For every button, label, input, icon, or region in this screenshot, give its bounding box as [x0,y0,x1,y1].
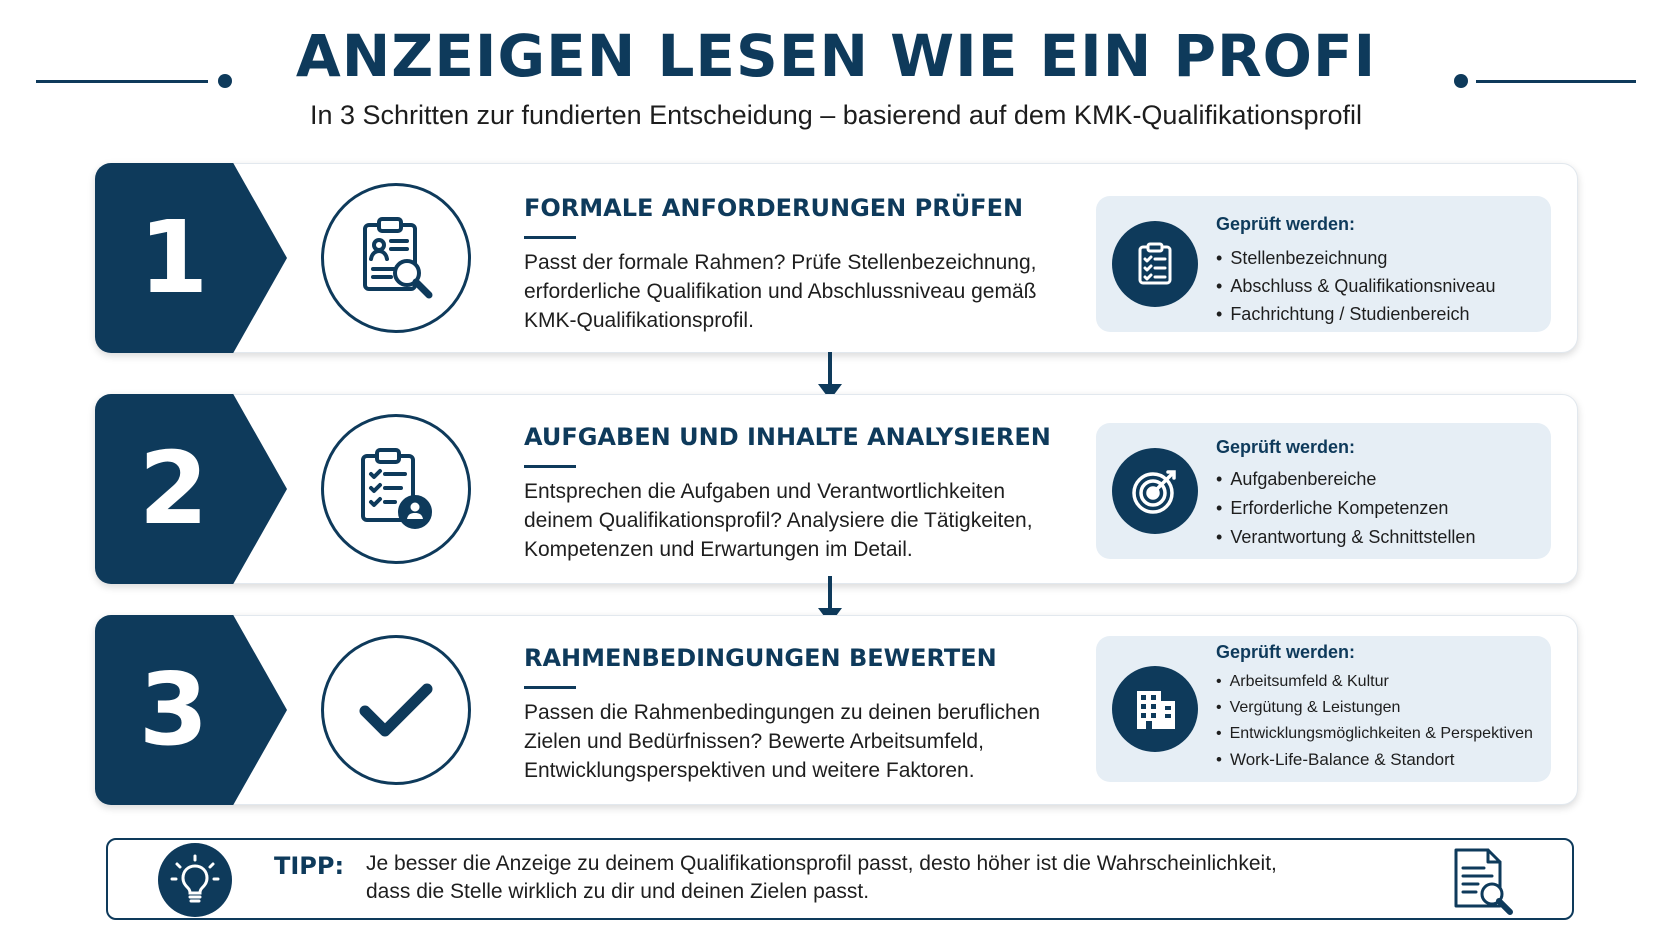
list-item: • Arbeitsumfeld & Kultur [1216,669,1533,695]
step-heading-3: RAHMENBEDINGUNGEN BEWERTEN [524,644,997,672]
step-underline-2 [524,465,576,468]
tip-label: TIPP: [274,852,345,880]
tip-box [106,838,1574,920]
list-item: • Entwicklungsmöglichkeiten & Perspektiven [1216,721,1533,747]
tip-text [366,850,1416,906]
step-description-3 [524,698,1064,785]
building-icon [1112,666,1198,752]
page-title: ANZEIGEN LESEN WIE EIN PROFI [295,22,1377,90]
list-item: • Work-Life-Balance & Standort [1216,747,1533,773]
step-card-1 [95,163,1578,353]
step-description-line: erforderliche Qualifikation und Abschlussniveau gemäß [524,280,1037,303]
step-underline-3 [524,686,576,689]
list-item: • Abschluss & Qualifikationsniveau [1216,272,1495,300]
check-panel-1 [1096,196,1551,332]
clipboard-person-icon [321,414,471,564]
lightbulb-icon [158,843,232,917]
list-item: • Stellenbezeichnung [1216,244,1495,272]
check-panel-2 [1096,423,1551,559]
check-panel-heading: Geprüft werden: [1216,642,1356,662]
step-description-line: Passen die Rahmenbedingungen zu deinen beruflichen [524,701,1041,724]
list-item: • Aufgabenbereiche [1216,465,1475,494]
check-panel-3 [1096,636,1551,782]
header-rule-right [1476,80,1636,83]
step-description-line: KMK-Qualifikationsprofil. [524,309,754,332]
tip-text-line: dass die Stelle wirklich zu dir und deinen Zielen passt. [366,880,870,903]
step-description-line: Kompetenzen und Erwartungen im Detail. [524,538,913,561]
step-description-1 [524,248,1064,335]
clipboard-search-icon [321,183,471,333]
check-panel-list [1216,244,1495,328]
page-subtitle: In 3 Schritten zur fundierten Entscheidung – basierend auf dem KMK-Qualifikationsprofil [309,100,1363,130]
step-heading-2: AUFGABEN UND INHALTE ANALYSIEREN [524,423,1051,451]
check-panel-heading: Geprüft werden: [1216,214,1356,234]
step-description-line: Passt der formale Rahmen? Prüfe Stellenbezeichnung, [524,251,1037,274]
document-search-icon [1448,846,1518,918]
check-panel-list [1216,465,1475,552]
list-item: • Vergütung & Leistungen [1216,695,1533,721]
step-heading-1: FORMALE ANFORDERUNGEN PRÜFEN [524,194,1024,222]
step-number-1: 1 [138,199,209,316]
step-underline-1 [524,236,576,239]
tip-text-line: Je besser die Anzeige zu deinem Qualifikationsprofil passt, desto höher ist die Wahrscheinlichkeit, [366,852,1277,875]
check-panel-heading: Geprüft werden: [1216,437,1356,457]
list-item: • Erforderliche Kompetenzen [1216,494,1475,523]
step-description-line: Entwicklungsperspektiven und weitere Faktoren. [524,759,975,782]
checkmark-icon [321,635,471,785]
list-item: • Fachrichtung / Studienbereich [1216,300,1495,328]
list-item: • Verantwortung & Schnittstellen [1216,523,1475,552]
checklist-icon [1112,221,1198,307]
step-description-2 [524,477,1064,564]
step-card-3 [95,615,1578,805]
step-number-3: 3 [138,651,209,768]
step-card-2 [95,394,1578,584]
target-icon [1112,448,1198,534]
step-description-line: Zielen und Bedürfnissen? Bewerte Arbeitsumfeld, [524,730,984,753]
check-panel-list [1216,669,1533,773]
step-description-line: Entsprechen die Aufgaben und Verantwortlichkeiten [524,480,1006,503]
header-dot-right [1454,74,1468,88]
step-description-line: deinem Qualifikationsprofil? Analysiere die Tätigkeiten, [524,509,1033,532]
step-number-2: 2 [138,430,209,547]
